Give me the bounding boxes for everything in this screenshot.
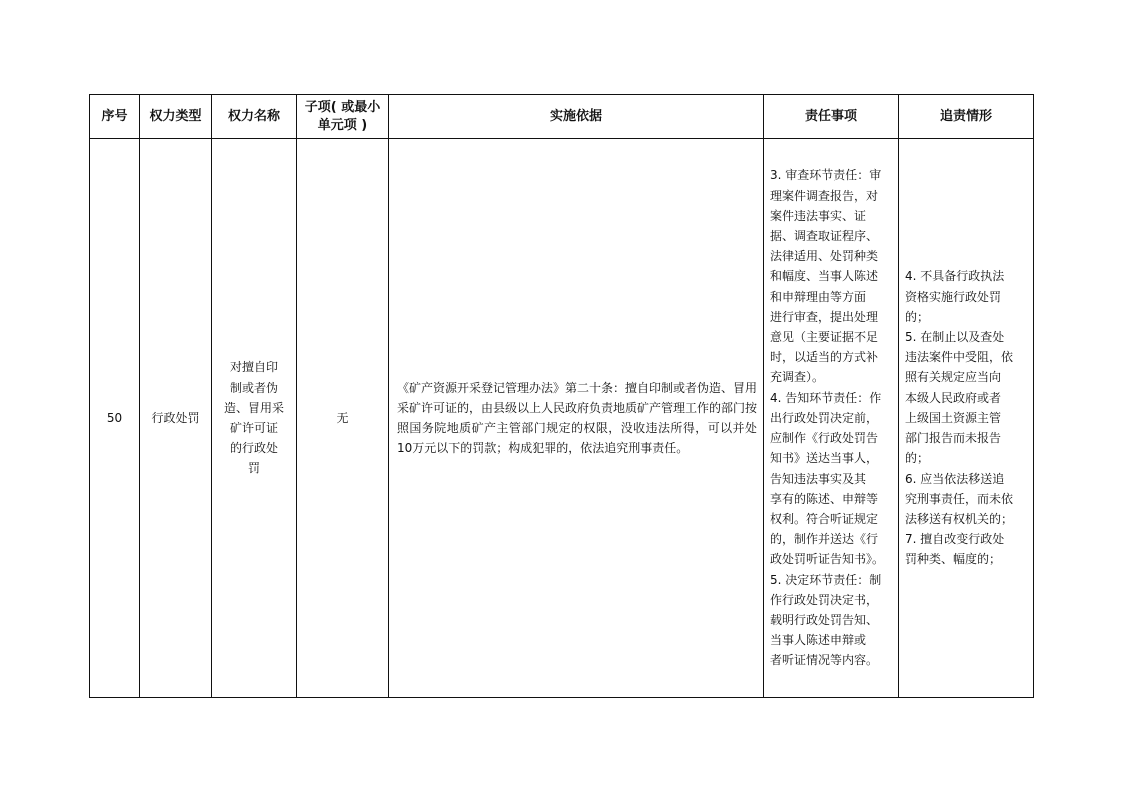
cell-seq: 50 (90, 139, 140, 698)
cell-responsibility (764, 139, 899, 698)
responsibility-line: 案件违法事实、证 (770, 208, 867, 223)
power-name-line: 罚 (247, 461, 260, 476)
cell-sub-item: 无 (297, 139, 389, 698)
table-row (90, 139, 1034, 698)
cell-power-name (212, 139, 297, 698)
accountability-line: 6. 应当依法移送追 (905, 471, 1005, 486)
header-basis: 实施依据 (389, 95, 764, 139)
responsibility-line: 充调查）。 (770, 370, 825, 385)
header-seq: 序号 (90, 95, 140, 139)
responsibility-line: 作行政处罚决定书， (770, 592, 879, 607)
cell-accountability (899, 139, 1034, 698)
header-sub-item (297, 95, 389, 139)
accountability-line: 法移送有权机关的； (905, 511, 1014, 526)
power-name-lines (212, 357, 296, 478)
basis-text: 《矿产资源开采登记管理办法》第二十条：擅自印制或者伪造、冒用采矿许可证的，由县级以上人民政府负责地质矿产管理工作的部门按照国务院地质矿产主管部门规定的权限，没收违法所得，可以并处10万元以下的罚款；构成犯罪的，依法追究刑事责任。 (397, 380, 758, 456)
responsibility-line: 5. 决定环节责任：制 (770, 572, 882, 587)
responsibility-line: 4. 告知环节责任：作 (770, 390, 882, 405)
responsibility-line: 3. 审查环节责任：审 (770, 168, 882, 183)
cell-power-type: 行政处罚 (140, 139, 212, 698)
accountability-line: 4. 不具备行政执法 (905, 269, 1005, 284)
responsibility-line: 载明行政处罚告知、 (770, 612, 879, 627)
responsibility-line: 者听证情况等内容。 (770, 653, 879, 668)
responsibility-line: 进行审查，提出处理 (770, 309, 879, 324)
header-sub-item-line2: 单元项 ) (317, 117, 368, 133)
responsibility-line: 据、调查取证程序、 (770, 229, 879, 244)
responsibility-line: 应制作《行政处罚告 (770, 431, 879, 446)
header-accountability: 追责情形 (899, 95, 1034, 139)
accountability-line: 本级人民政府或者 (905, 390, 1002, 405)
accountability-line: 的； (905, 309, 930, 324)
header-power-name: 权力名称 (212, 95, 297, 139)
power-name-line: 矿许可证 (229, 421, 278, 435)
table-header-row (90, 95, 1034, 139)
accountability-line: 照有关规定应当向 (905, 370, 1002, 385)
responsibility-line: 和申辩理由等方面 (770, 289, 867, 304)
power-name-line: 的行政处 (229, 441, 278, 456)
accountability-line: 资格实施行政处罚 (905, 289, 1002, 304)
header-sub-item-line1: 子项( 或最小 (304, 99, 381, 115)
responsibility-line: 的，制作并送达《行 (770, 532, 879, 547)
responsibility-line: 法律适用、处罚种类 (770, 249, 879, 264)
responsibility-line: 出行政处罚决定前， (770, 410, 879, 425)
responsibility-line: 当事人陈述申辩或 (770, 633, 867, 648)
accountability-line: 究刑事责任，而未依 (905, 491, 1014, 506)
accountability-line: 5. 在制止以及查处 (905, 330, 1005, 345)
accountability-line: 部门报告而未报告 (905, 431, 1002, 446)
responsibility-line: 和幅度、当事人陈述 (770, 269, 879, 284)
accountability-line: 罚种类、幅度的； (905, 552, 1002, 567)
power-list-table (89, 94, 1034, 698)
accountability-line: 的； (905, 451, 930, 466)
responsibility-line: 意见（主要证据不足 (770, 330, 879, 345)
responsibility-line: 享有的陈述、申辩等 (770, 491, 879, 506)
responsibility-line: 告知违法事实及其 (770, 471, 867, 486)
responsibility-line: 政处罚听证告知书》。 (770, 552, 885, 567)
responsibility-line: 权利。符合听证规定 (770, 511, 879, 526)
power-name-line: 造、冒用采 (223, 400, 284, 415)
accountability-lines (899, 266, 1033, 569)
accountability-line: 违法案件中受阻，依 (905, 350, 1014, 365)
responsibility-lines (764, 165, 898, 670)
cell-basis (389, 139, 764, 698)
responsibility-line: 理案件调查报告，对 (770, 188, 879, 203)
responsibility-line: 知书》送达当事人， (770, 451, 879, 466)
header-power-type: 权力类型 (140, 95, 212, 139)
accountability-line: 上级国土资源主管 (905, 410, 1002, 425)
power-name-line: 制或者伪 (229, 380, 278, 395)
header-responsibility: 责任事项 (764, 95, 899, 139)
responsibility-line: 时，以适当的方式补 (770, 350, 879, 365)
accountability-line: 7. 擅自改变行政处 (905, 532, 1005, 547)
power-name-line: 对擅自印 (229, 360, 278, 375)
